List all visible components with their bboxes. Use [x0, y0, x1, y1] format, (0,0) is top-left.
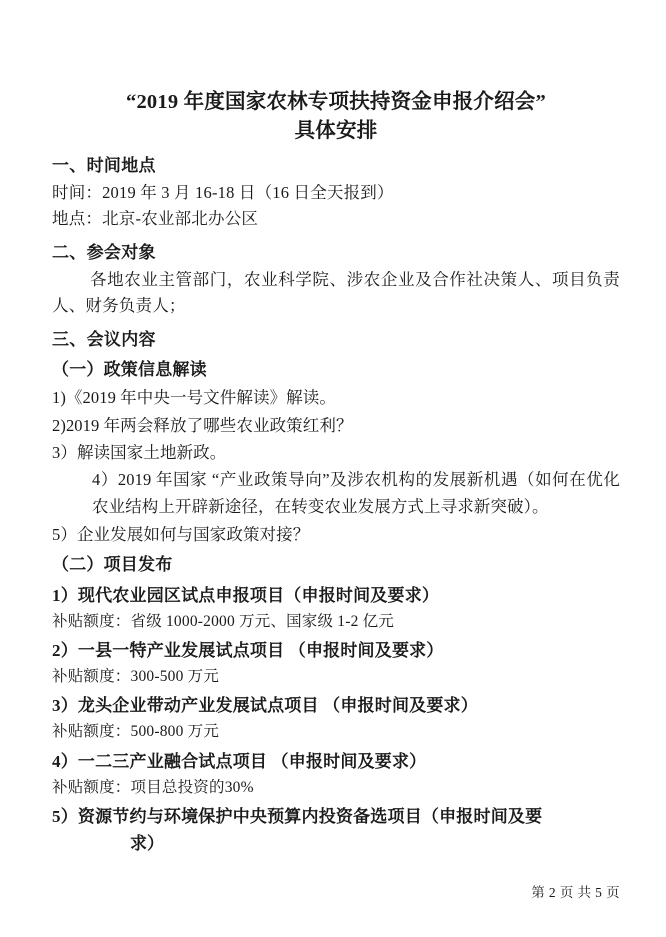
policy-item-5: 5）企业发展如何与国家政策对接？	[52, 524, 310, 544]
policy-item-2: 2)2019 年两会释放了哪些农业政策红利？	[52, 415, 353, 435]
section-2-paragraph: 各地农业主管部门，农业科学院、涉农企业及合作社决策人、项目负责人、财务负责人；	[52, 269, 620, 316]
subsection-heading-policy: （一）政策信息解读	[52, 359, 207, 379]
policy-item-4: 4）2019 年国家 “产业政策导向”及涉农机构的发展新机遇（如何在优化农业结构上开辟新途径，在转变农业发展方式上寻求新突破）。	[92, 470, 620, 517]
section-heading-agenda: 三、会议内容	[52, 330, 156, 350]
project-title-5-continued: 求）	[130, 834, 164, 853]
project-title-3: 3）龙头企业带动产业发展试点项目 （申报时间及要求）	[52, 696, 478, 716]
project-title-5: 5）资源节约与环境保护中央预算内投资备选项目（申报时间及要	[52, 806, 543, 826]
project-note-4: 补贴额度：项目总投资的30%	[52, 778, 254, 796]
page-title	[52, 88, 620, 146]
project-title-4: 4）一二三产业融合试点项目 （申报时间及要求）	[52, 751, 427, 771]
section-1-line-time: 时间：2019 年 3 月 16-18 日（16 日全天报到）	[52, 182, 394, 202]
project-note-2: 补贴额度：300-500 万元	[52, 668, 220, 686]
project-title-1: 1）现代农业园区试点申报项目（申报时间及要求）	[52, 585, 440, 605]
project-note-3: 补贴额度：500-800 万元	[52, 723, 220, 741]
section-heading-time-place: 一、时间地点	[52, 156, 156, 176]
section-heading-attendees: 二、参会对象	[52, 243, 156, 263]
subsection-heading-projects: （二）项目发布	[52, 554, 173, 574]
page-footer: 第 2 页 共 5 页	[531, 885, 620, 900]
page-title-line2: 具体安排	[294, 120, 378, 143]
project-title-2: 2）一县一特产业发展试点项目 （申报时间及要求）	[52, 640, 444, 660]
policy-item-3: 3）解读国家土地新政。	[52, 442, 227, 462]
page-title-line1: “2019 年度国家农林专项扶持资金申报介绍会”	[126, 91, 546, 113]
project-note-1: 补贴额度：省级 1000-2000 万元、国家级 1-2 亿元	[52, 612, 395, 630]
section-1-line-place: 地点：北京-农业部北办公区	[52, 209, 259, 229]
policy-item-1: 1)《2019 年中央一号文件解读》解读。	[52, 388, 336, 408]
